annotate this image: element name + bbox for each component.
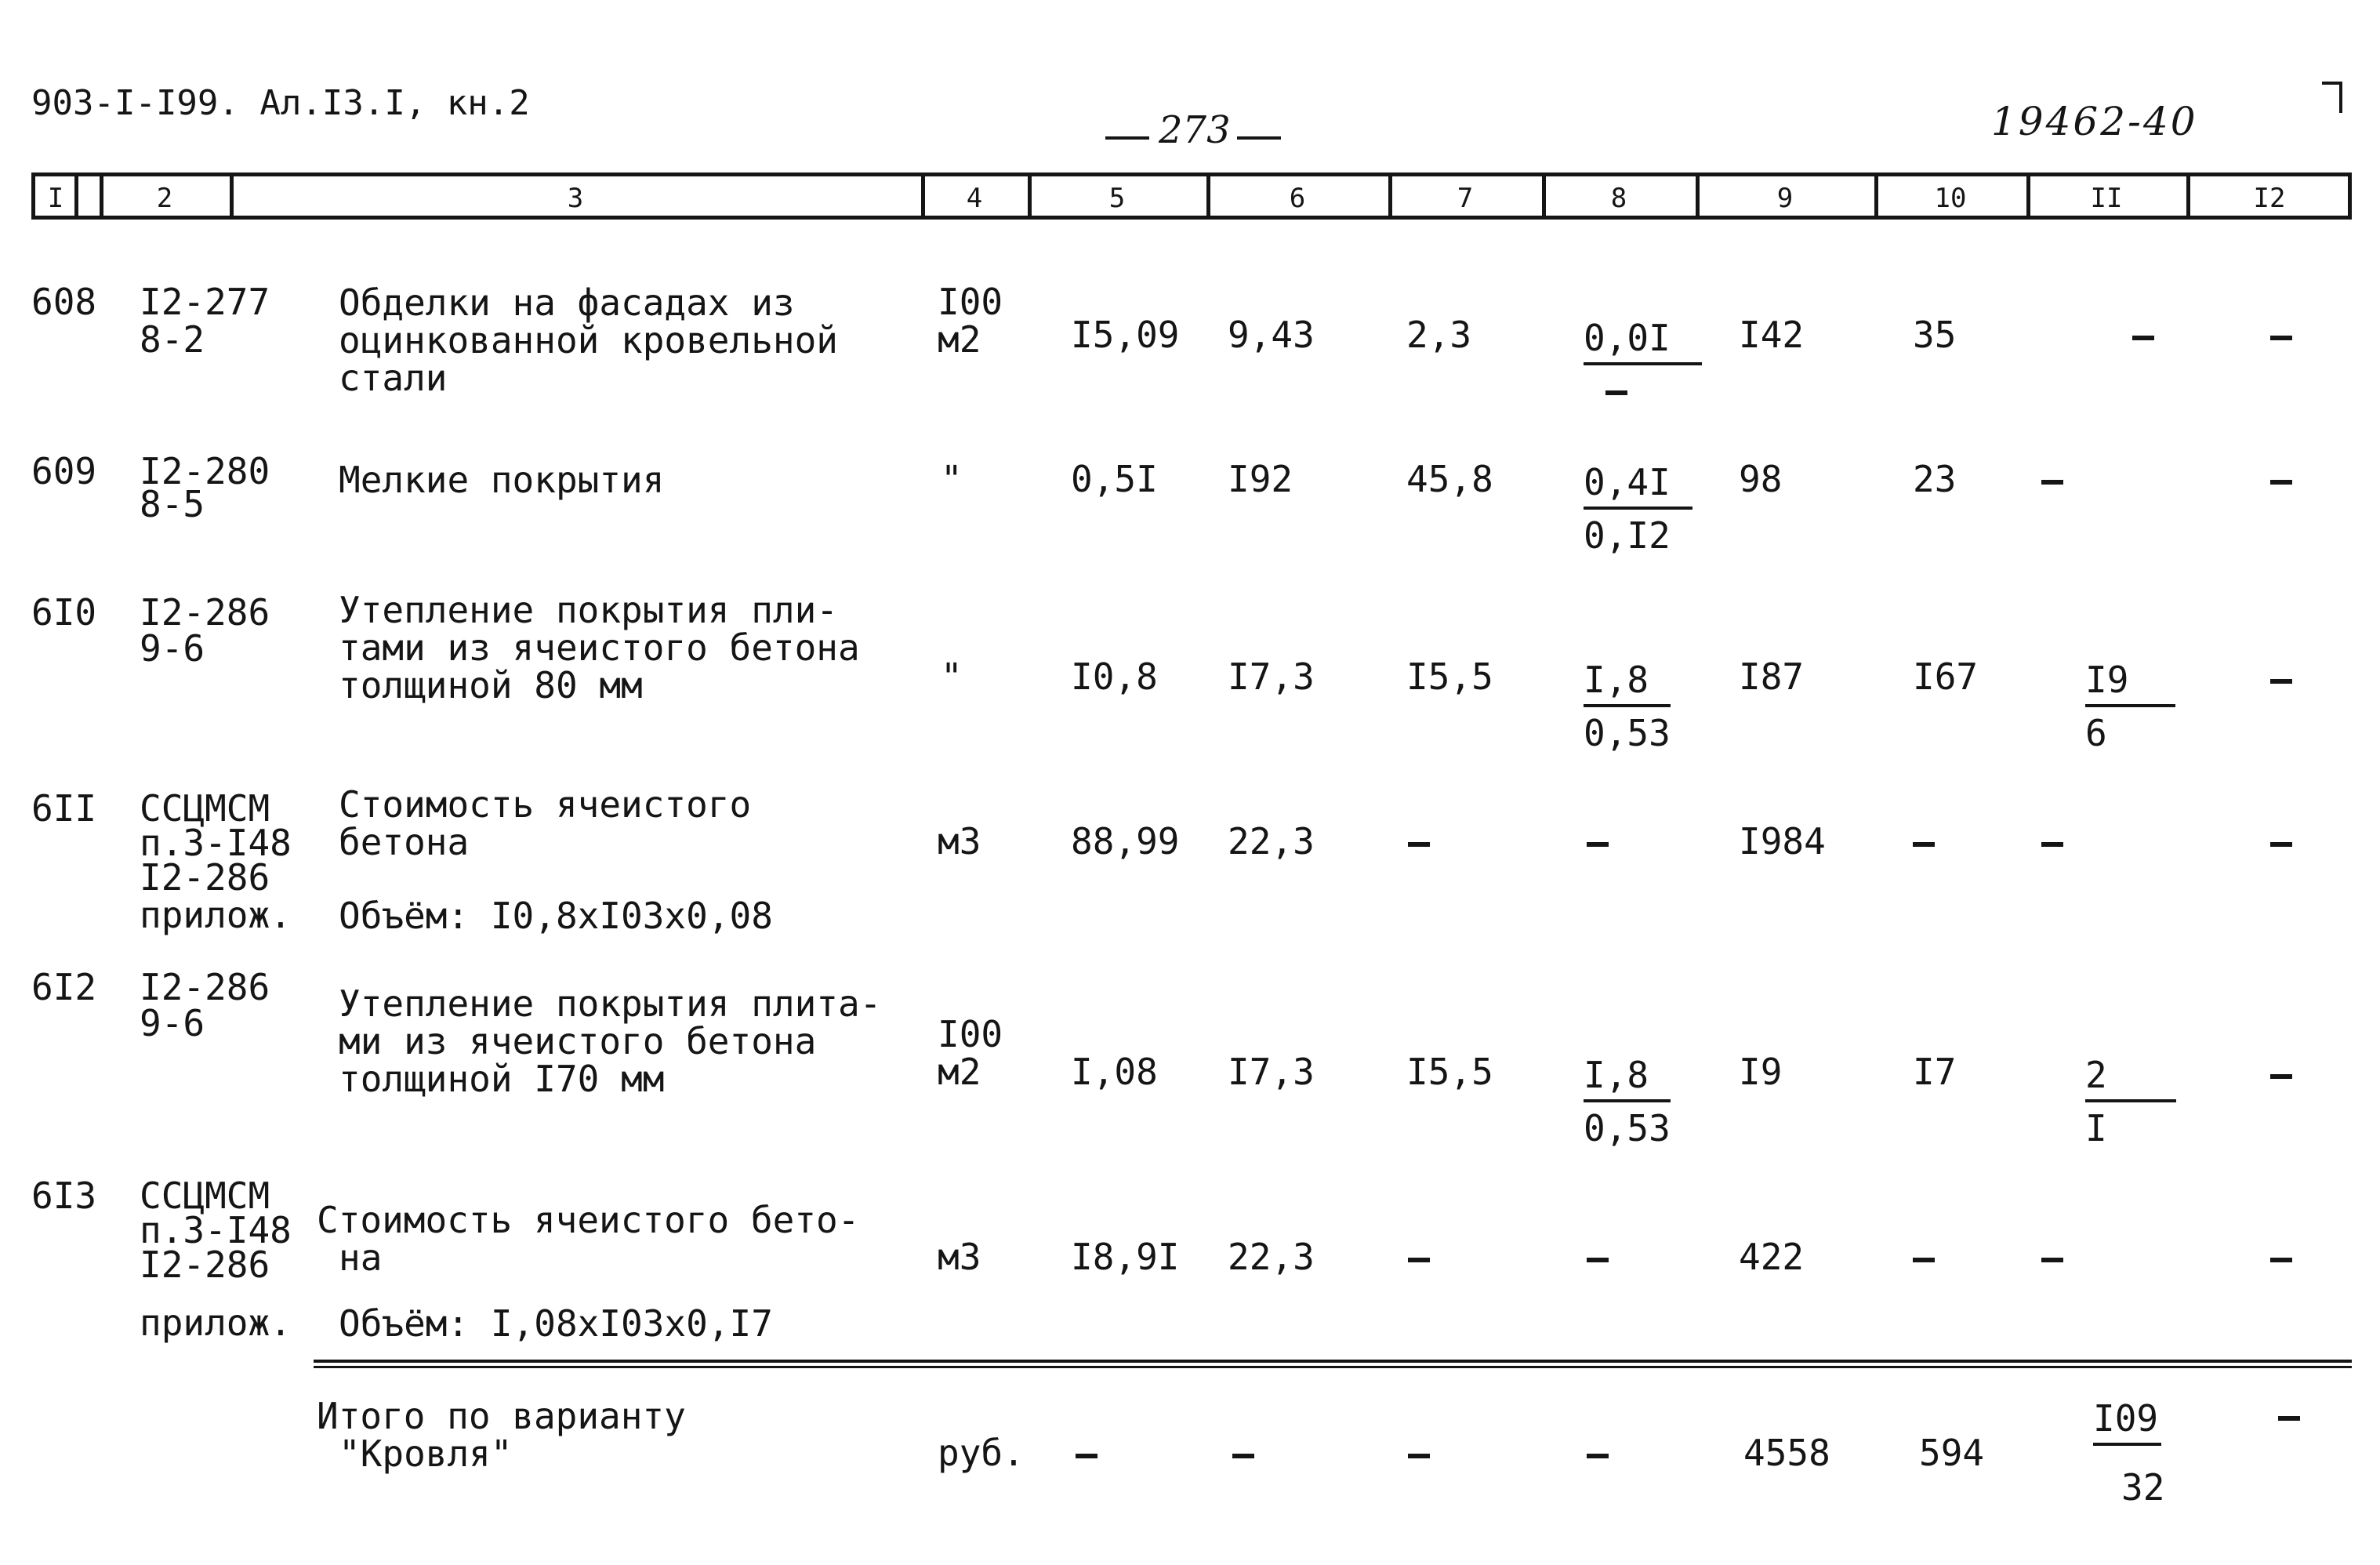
fraction-numerator: I,8 [1584, 1054, 1671, 1102]
inventory-number: 19462-40 [1991, 99, 2198, 144]
quantity: I5,09 [1071, 314, 1180, 356]
fraction-denominator: I [2085, 1107, 2107, 1149]
unit: м2 [938, 318, 981, 361]
column-divider [1028, 176, 1032, 216]
dash-mark [2270, 480, 2292, 485]
total-cost: 98 [1739, 458, 1783, 500]
column-divider [2186, 176, 2190, 216]
total-label: "Кровля" [339, 1432, 513, 1475]
total-wage: 35 [1913, 314, 1957, 356]
fraction-value [1584, 461, 1692, 510]
fraction-numerator: I9 [2085, 659, 2175, 707]
norm-code: I2-277 [140, 281, 270, 323]
dash-mark [1232, 1454, 1254, 1458]
fraction-value [2085, 1054, 2176, 1102]
dash-mark [1913, 1258, 1935, 1262]
unit: I00 [938, 1013, 1003, 1055]
work-description: Мелкие покрытия [339, 459, 665, 501]
dash-mark [1587, 1258, 1609, 1262]
column-header-8: 8 [1610, 183, 1627, 214]
dash-mark [1408, 842, 1430, 847]
column-header-9: 9 [1776, 183, 1794, 214]
unit: м3 [938, 820, 981, 862]
quantity: 0,5I [1071, 458, 1158, 500]
dash-mark [2270, 336, 2292, 340]
column-header-11: II [2090, 183, 2123, 214]
unit-cost: I92 [1228, 458, 1293, 500]
wage-component: 45,8 [1406, 458, 1493, 500]
fraction-numerator: 0,0I [1584, 317, 1702, 365]
fraction-numerator: 0,4I [1584, 461, 1692, 510]
fraction-value [1584, 1054, 1671, 1102]
row-number: 608 [31, 281, 97, 323]
work-description: Утепление покрытия плита- [339, 982, 882, 1025]
norm-code: 8-5 [140, 483, 205, 525]
fraction-denominator: 0,53 [1584, 1107, 1671, 1149]
column-header-2: 2 [156, 183, 173, 214]
column-divider [1388, 176, 1392, 216]
column-header-3: 3 [567, 183, 584, 214]
work-description: бетона [339, 821, 470, 863]
column-divider [2026, 176, 2030, 216]
work-description: толщиной 80 мм [339, 664, 643, 706]
fraction-numerator: I09 [2093, 1397, 2161, 1446]
norm-code: 8-2 [140, 318, 205, 361]
column-header-7: 7 [1457, 183, 1474, 214]
dash-mark [2041, 480, 2063, 485]
total-cost: 422 [1739, 1236, 1805, 1278]
total-wage: 23 [1913, 458, 1957, 500]
unit-cost: 22,3 [1228, 820, 1315, 862]
norm-code: ССЦМСМ [140, 1175, 270, 1217]
norm-code: I2-286 [140, 591, 270, 634]
column-divider [100, 176, 103, 216]
unit: м2 [938, 1051, 981, 1093]
dash-mark [2270, 1074, 2292, 1079]
dash-mark [2041, 1258, 2063, 1262]
quantity: I,08 [1071, 1051, 1158, 1093]
fraction-denominator: 6 [2085, 712, 2107, 754]
quantity: I0,8 [1071, 655, 1158, 698]
total-cost: 4558 [1743, 1432, 1830, 1474]
dash-mark [2270, 679, 2292, 684]
norm-code: I2-286 [140, 966, 270, 1008]
unit-cost: I7,3 [1228, 655, 1315, 698]
norm-code: I2-286 [140, 1244, 270, 1286]
total-separator [314, 1360, 2352, 1363]
fraction-denominator: 32 [2121, 1466, 2165, 1509]
column-divider [1696, 176, 1700, 216]
wage-component: 2,3 [1406, 314, 1472, 356]
column-divider [230, 176, 234, 216]
quantity: 88,99 [1071, 820, 1180, 862]
column-header-10: 10 [1934, 183, 1967, 214]
wage-component: I5,5 [1406, 1051, 1493, 1093]
total-cost: I9 [1739, 1051, 1783, 1093]
norm-code: 9-6 [140, 627, 205, 670]
row-number: 609 [31, 450, 97, 492]
currency-unit: руб. [938, 1432, 1025, 1474]
unit: м3 [938, 1236, 981, 1278]
norm-code: прилож. [140, 894, 292, 936]
work-description: толщиной I70 мм [339, 1058, 665, 1100]
column-header-5: 5 [1108, 183, 1126, 214]
total-separator [314, 1366, 2352, 1368]
column-divider [1874, 176, 1878, 216]
unit-ditto: " [941, 655, 963, 698]
dash-mark [2278, 1416, 2300, 1421]
total-wage: I67 [1913, 655, 1979, 698]
column-divider [1542, 176, 1546, 216]
row-number: 6I2 [31, 966, 97, 1008]
total-wage: I7 [1913, 1051, 1957, 1093]
volume-formula: Объём: I0,8хI03х0,08 [339, 895, 773, 937]
norm-code: прилож. [140, 1302, 292, 1344]
column-divider [74, 176, 78, 216]
column-divider [921, 176, 925, 216]
dash-mark [1587, 1454, 1609, 1458]
row-number: 6I0 [31, 591, 97, 634]
norm-code: 9-6 [140, 1002, 205, 1044]
page-number-dash-right [1237, 136, 1281, 140]
fraction-value [2093, 1397, 2161, 1446]
unit-ditto: " [941, 458, 963, 500]
dash-mark [2132, 336, 2154, 340]
total-cost: I87 [1739, 655, 1805, 698]
column-header-12: I2 [2253, 183, 2286, 214]
total-cost: I42 [1739, 314, 1805, 356]
fraction-numerator: 2 [2085, 1054, 2176, 1102]
norm-code: ССЦМСМ [140, 787, 270, 830]
dash-mark [2270, 842, 2292, 847]
dash-mark [1408, 1258, 1430, 1262]
norm-code: п.3-I48 [140, 822, 292, 864]
unit: I00 [938, 281, 1003, 323]
column-divider [1206, 176, 1210, 216]
norm-code: I2-286 [140, 856, 270, 899]
unit-cost: 22,3 [1228, 1236, 1315, 1278]
quantity: I8,9I [1071, 1236, 1180, 1278]
dash-mark [1587, 842, 1609, 847]
column-header-row [31, 172, 2352, 220]
work-description: Стоимость ячеистого [339, 783, 752, 826]
fraction-value [1584, 659, 1671, 707]
unit-cost: 9,43 [1228, 314, 1315, 356]
dash-mark [1605, 390, 1627, 395]
dash-mark [1913, 842, 1935, 847]
fraction-value [1584, 317, 1702, 365]
total-cost: I984 [1739, 820, 1826, 862]
work-description: Обделки на фасадах из [339, 281, 795, 324]
dash-mark [2270, 1258, 2292, 1262]
volume-formula: Объём: I,08хI03х0,I7 [339, 1302, 773, 1345]
corner-mark [2322, 82, 2342, 113]
document-reference: 903-I-I99. Ал.I3.I, кн.2 [31, 83, 530, 123]
dash-mark [1408, 1454, 1430, 1458]
fraction-value [2085, 659, 2175, 707]
work-description: на [339, 1236, 383, 1279]
work-description: Утепление покрытия пли- [339, 589, 838, 631]
dash-mark [2041, 842, 2063, 847]
dash-mark [1076, 1454, 1097, 1458]
page-number-dash-left [1105, 136, 1149, 140]
norm-code: I2-280 [140, 450, 270, 492]
page-number: 273 [1159, 108, 1231, 152]
fraction-denominator: 0,53 [1584, 712, 1671, 754]
norm-code: п.3-I48 [140, 1209, 292, 1251]
column-header-1: I [47, 183, 64, 214]
unit-cost: I7,3 [1228, 1051, 1315, 1093]
fraction-denominator: 0,I2 [1584, 514, 1671, 557]
work-description: ми из ячеистого бетона [339, 1020, 817, 1062]
row-number: 6II [31, 787, 97, 830]
row-number: 6I3 [31, 1175, 97, 1217]
column-header-4: 4 [966, 183, 983, 214]
work-description: Стоимость ячеистого бето- [317, 1199, 860, 1241]
work-description: оцинкованной кровельной [339, 319, 838, 361]
wage-component: I5,5 [1406, 655, 1493, 698]
column-header-6: 6 [1289, 183, 1306, 214]
fraction-numerator: I,8 [1584, 659, 1671, 707]
work-description: тами из ячеистого бетона [339, 626, 860, 669]
total-wage: 594 [1919, 1432, 1985, 1474]
total-label: Итого по варианту [317, 1395, 686, 1437]
work-description: стали [339, 357, 448, 399]
